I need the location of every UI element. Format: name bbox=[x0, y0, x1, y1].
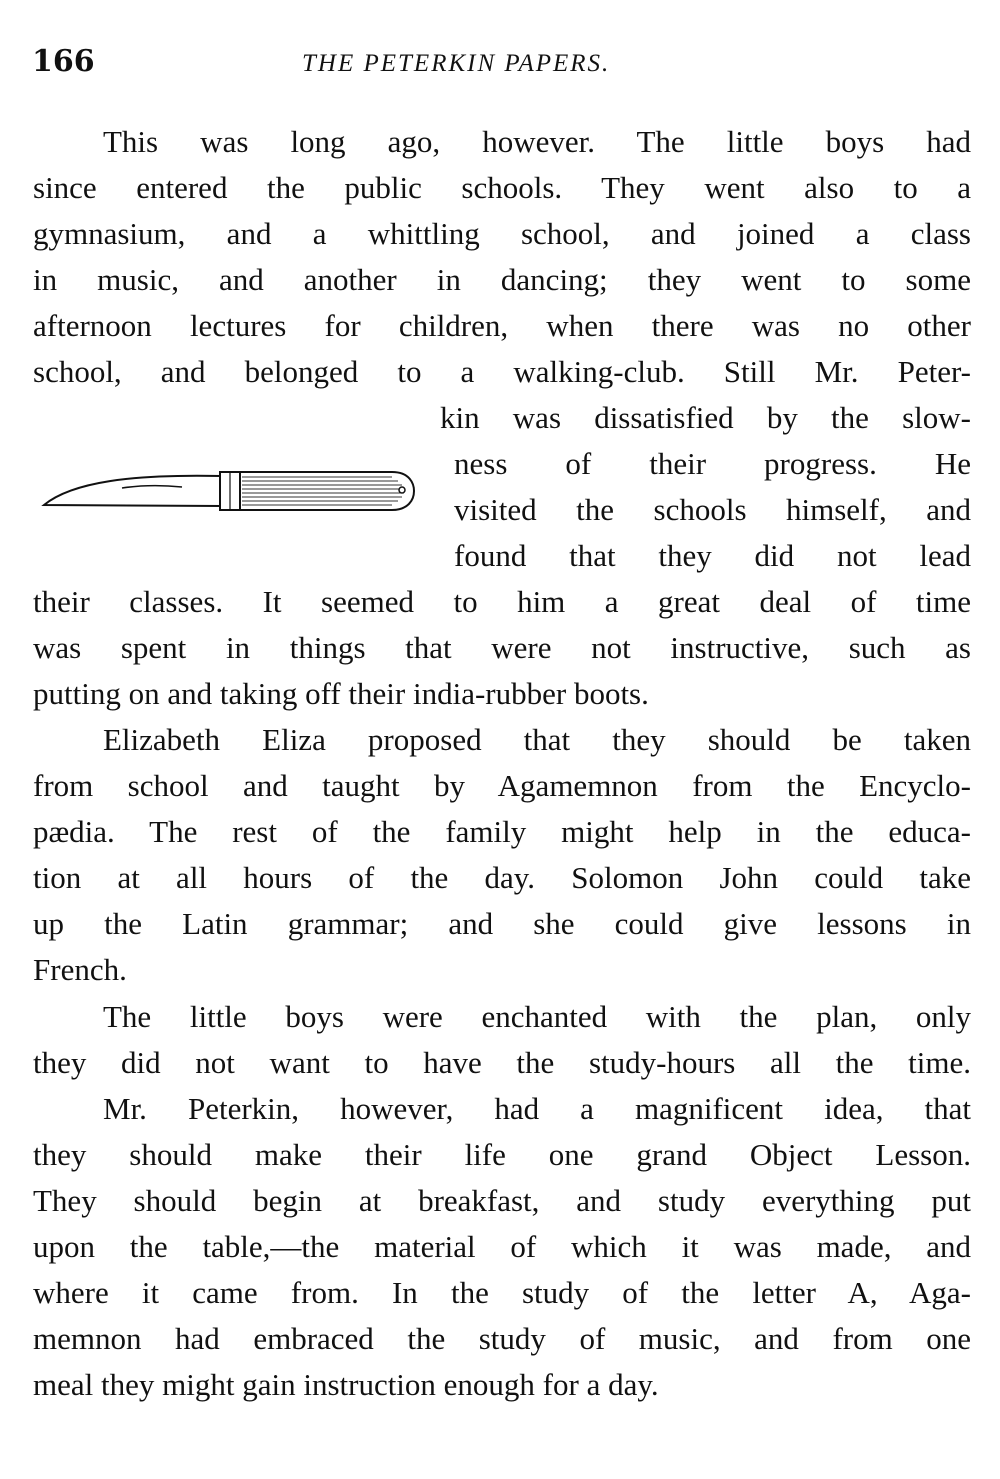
text-line: they should make their life one grand Object Lesson. bbox=[33, 1137, 971, 1172]
text-line: found that they did not lead bbox=[454, 538, 971, 573]
page-header bbox=[32, 44, 967, 88]
text-line: Mr. Peterkin, however, had a magnificent idea, that bbox=[103, 1091, 971, 1126]
text-line: was spent in things that were not instructive, such as bbox=[33, 630, 971, 665]
text-line: memnon had embraced the study of music, and from one bbox=[33, 1321, 971, 1356]
pocket-knife-illustration bbox=[32, 460, 417, 520]
text-line: upon the table,—the material of which it was made, and bbox=[33, 1229, 971, 1264]
text-line: Elizabeth Eliza proposed that they should be taken bbox=[103, 722, 971, 757]
text-line: school, and belonged to a walking-club. Still Mr. Peter- bbox=[33, 354, 971, 389]
text-line: French. bbox=[33, 952, 127, 987]
text-line: visited the schools himself, and bbox=[454, 492, 971, 527]
text-line: putting on and taking off their india-rubber boots. bbox=[33, 676, 649, 711]
text-line: They should begin at breakfast, and study everything put bbox=[33, 1183, 971, 1218]
text-line: they did not want to have the study-hours all the time. bbox=[33, 1045, 971, 1080]
text-line: up the Latin grammar; and she could give lessons in bbox=[33, 906, 971, 941]
text-line: pædia. The rest of the family might help in the educa- bbox=[33, 814, 971, 849]
text-line: where it came from. In the study of the letter A, Aga- bbox=[33, 1275, 971, 1310]
text-line: from school and taught by Agamemnon from the Encyclo- bbox=[33, 768, 971, 803]
page-number: 166 bbox=[32, 44, 95, 79]
text-line: ness of their progress. He bbox=[454, 446, 971, 481]
text-line: The little boys were enchanted with the plan, only bbox=[103, 999, 971, 1034]
text-line: gymnasium, and a whittling school, and joined a class bbox=[33, 216, 971, 251]
text-line: since entered the public schools. They went also to a bbox=[33, 170, 971, 205]
text-line: afternoon lectures for children, when there was no other bbox=[33, 308, 971, 343]
text-line: This was long ago, however. The little boys had bbox=[103, 124, 971, 159]
text-line: meal they might gain instruction enough for a day. bbox=[33, 1367, 659, 1402]
text-line: tion at all hours of the day. Solomon John could take bbox=[33, 860, 971, 895]
text-line: kin was dissatisfied by the slow- bbox=[440, 400, 971, 435]
text-line: in music, and another in dancing; they went to some bbox=[33, 262, 971, 297]
running-title: THE PETERKIN PAPERS. bbox=[302, 50, 611, 77]
text-line: their classes. It seemed to him a great deal of time bbox=[33, 584, 971, 619]
